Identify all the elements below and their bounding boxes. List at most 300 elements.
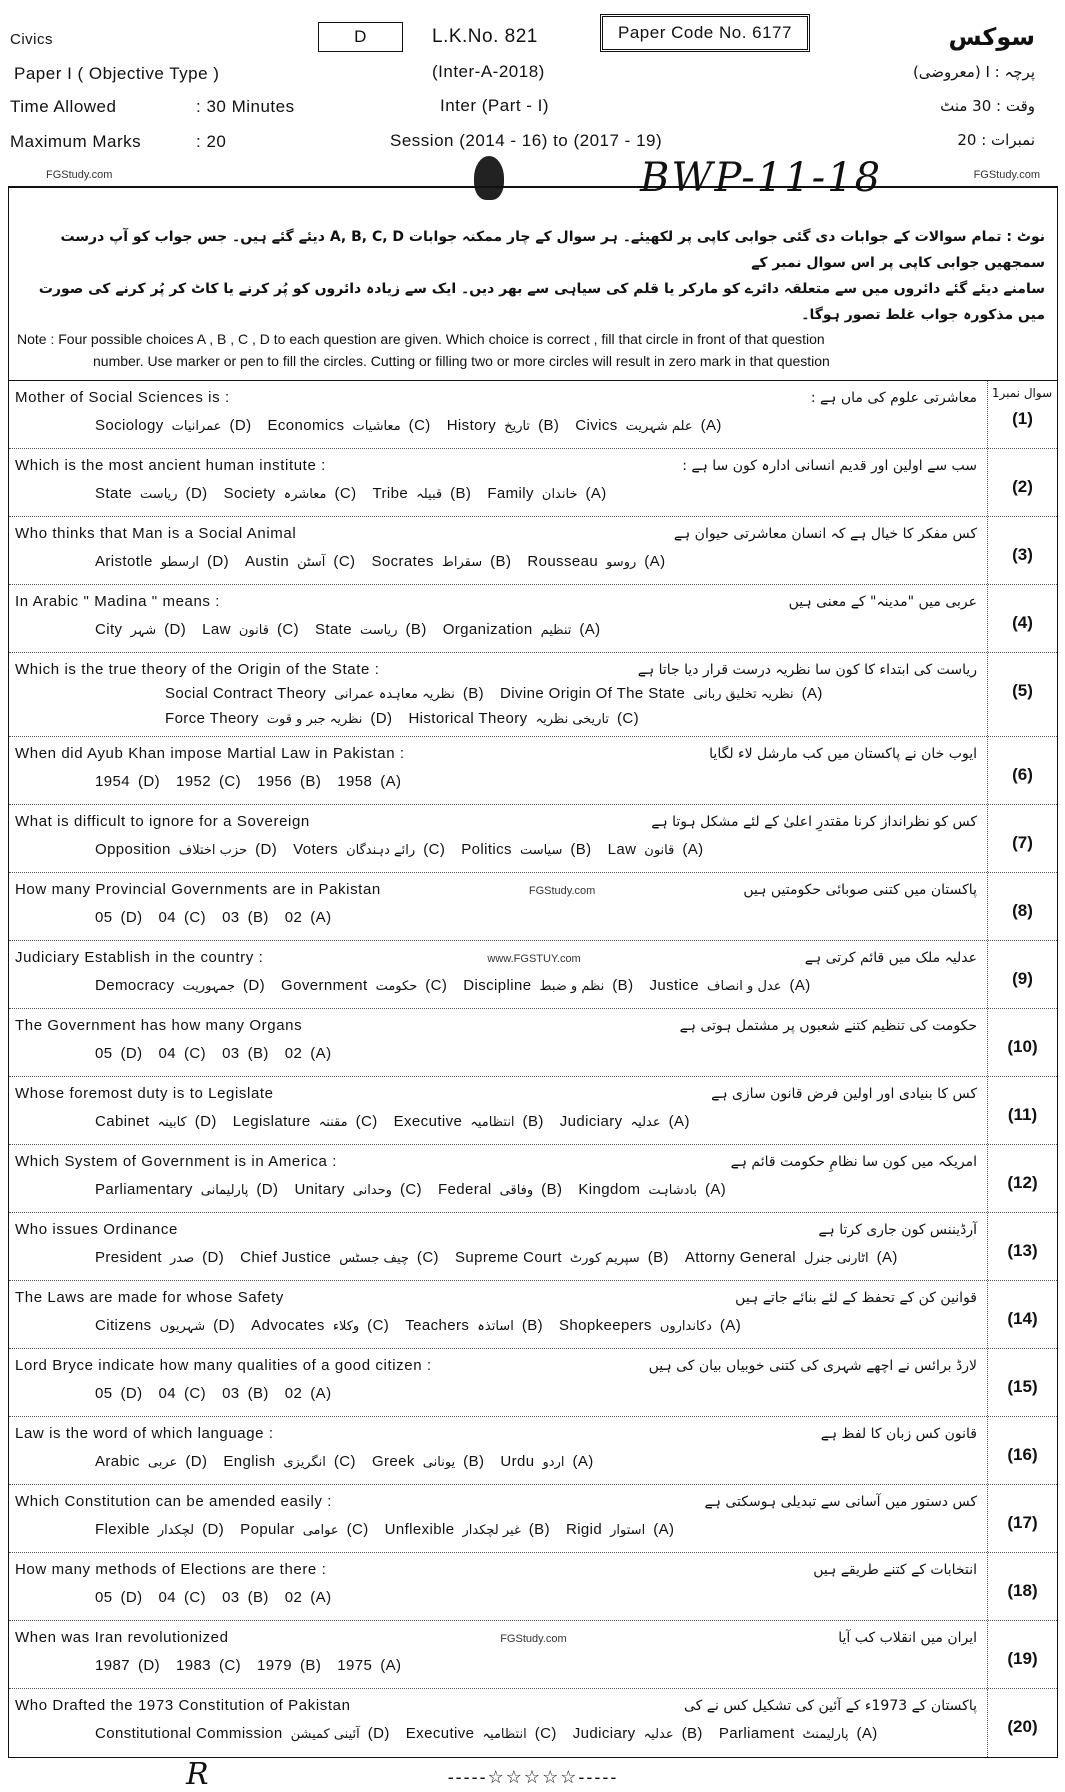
options-line (15, 1316, 977, 1337)
option-letter: (A) (310, 909, 332, 926)
option-letter: (A) (644, 553, 666, 570)
option-text-ur: استوار (610, 1523, 646, 1538)
option-letter: (B) (490, 553, 512, 570)
option-letter: (A) (876, 1249, 898, 1266)
option-text-ur: نظریہ تخلیق ربانی (693, 687, 794, 702)
question-line (15, 1492, 977, 1512)
answer-option[interactable] (372, 1452, 484, 1473)
option-text-ur: وحدانی (352, 1183, 392, 1198)
answer-option[interactable] (159, 1384, 207, 1404)
answer-option[interactable] (408, 709, 639, 730)
option-text-ur: نظریہ معاہدہ عمرانی (334, 687, 455, 702)
answer-option[interactable] (95, 1044, 143, 1064)
question-body (9, 449, 987, 516)
question-body (9, 1417, 987, 1484)
option-text-ur: معاشرہ (283, 487, 327, 502)
options-line (15, 1724, 977, 1745)
option-text-en: Organization (442, 621, 533, 638)
option-text-en: 05 (95, 909, 113, 926)
question-row (9, 873, 1057, 941)
option-letter: (A) (579, 621, 601, 638)
option-text-en: Divine Origin Of The State (500, 685, 686, 702)
option-text-en: Cabinet (95, 1113, 150, 1130)
option-text-en: Politics (461, 841, 512, 858)
option-text-ur: انگریزی (283, 1455, 326, 1470)
question-text-ur: ریاست کی ابتداء کا کون سا نظریہ درست قرار دیا جاتا ہے (637, 662, 977, 678)
answer-option[interactable] (176, 1656, 241, 1676)
answer-option[interactable] (233, 1112, 378, 1133)
question-row (9, 1417, 1057, 1485)
watermark: www.FGSTUY.com (487, 953, 581, 965)
question-body (9, 941, 987, 1008)
answer-option[interactable] (337, 772, 401, 792)
option-text-ur: تنظیم (540, 623, 572, 638)
answer-option[interactable] (500, 1452, 593, 1473)
question-text-en: The Laws are made for whose Safety (15, 1289, 284, 1306)
question-row (9, 1553, 1057, 1621)
answer-option[interactable] (560, 1112, 690, 1133)
option-text-en: Austin (245, 553, 290, 570)
option-text-ur: غیر لچکدار (462, 1523, 521, 1538)
marks-value: : 20 (196, 132, 227, 151)
option-text-ur: بادشاہت (648, 1183, 697, 1198)
answer-option[interactable] (95, 1180, 278, 1201)
question-line (15, 1628, 977, 1648)
question-body (9, 1009, 987, 1076)
answer-option[interactable] (95, 1248, 224, 1269)
option-text-en: City (95, 621, 123, 638)
options-line (15, 620, 977, 641)
option-letter: (A) (682, 841, 704, 858)
answer-option[interactable] (500, 684, 823, 705)
answer-option[interactable] (240, 1248, 439, 1269)
options-line (15, 1588, 977, 1608)
option-letter: (C) (219, 1657, 242, 1674)
time-ur: وقت : 30 منٹ (940, 97, 1035, 115)
option-text-en: Executive (405, 1725, 475, 1742)
option-text-en: 03 (222, 1045, 240, 1062)
option-text-en: Attorny General (684, 1249, 796, 1266)
question-number: (7) (987, 805, 1057, 872)
option-letter: (D) (229, 417, 252, 434)
answer-option[interactable] (373, 484, 472, 505)
question-text-en: Law is the word of which language : (15, 1425, 274, 1442)
option-letter: (B) (405, 621, 427, 638)
question-row (9, 941, 1057, 1009)
answer-option[interactable] (281, 976, 447, 997)
option-text-ur: عربی (147, 1455, 178, 1470)
option-letter: (A) (310, 1385, 332, 1402)
option-letter: (D) (164, 621, 187, 638)
answer-option[interactable] (95, 416, 251, 437)
question-line (15, 744, 977, 764)
option-text-ur: وکلاء (332, 1319, 360, 1334)
option-text-en: 03 (222, 1589, 240, 1606)
option-text-en: Force Theory (165, 710, 259, 727)
option-text-en: Sociology (95, 417, 164, 434)
answer-option[interactable] (95, 1588, 143, 1608)
exam-part: Inter (Part - I) (440, 96, 550, 115)
option-text-ur: عمرانیات (171, 419, 222, 434)
answer-option[interactable] (371, 552, 511, 573)
question-text-en: How many Provincial Governments are in Pakistan (15, 881, 381, 898)
note-urdu-line-2: سامنے دیئے گئے دائروں میں سے متعلقہ دائرے کو مارکر یا قلم کی سیاہی سے بھر دیں۔ ایک سے زیادہ دائروں کو پُر کرنے یا کاٹ کر پُر کرنے کی صورت میں مذکورہ جواب غلط تصور ہوگا۔ (38, 281, 1045, 323)
answer-option[interactable] (285, 1384, 332, 1404)
question-line (15, 524, 977, 544)
answer-option[interactable] (223, 1452, 356, 1473)
answer-option[interactable] (165, 709, 392, 730)
option-text-en: Social Contract Theory (165, 685, 327, 702)
option-text-ur: دکانداروں (659, 1319, 712, 1334)
question-text-en: Who issues Ordinance (15, 1221, 178, 1238)
option-letter: (B) (247, 909, 269, 926)
options-line (15, 1656, 977, 1676)
question-body (9, 1485, 987, 1552)
answer-option[interactable] (222, 908, 269, 928)
option-text-en: Federal (437, 1181, 492, 1198)
option-text-ur: پارلیمانی (200, 1183, 249, 1198)
answer-option[interactable] (447, 416, 560, 437)
option-text-en: 02 (284, 1385, 303, 1402)
answer-option[interactable] (438, 1180, 562, 1201)
option-text-en: 02 (284, 909, 303, 926)
option-text-en: Executive (393, 1113, 463, 1130)
option-letter: (C) (276, 621, 299, 638)
question-line (15, 812, 977, 832)
answer-option[interactable] (95, 1724, 390, 1745)
handwritten-code: BWP-11-18 (640, 155, 883, 201)
answer-option[interactable] (245, 552, 355, 573)
question-row (9, 1689, 1057, 1757)
question-body (9, 1349, 987, 1416)
question-row (9, 1213, 1057, 1281)
answer-option[interactable] (222, 1588, 269, 1608)
option-letter: (C) (346, 1521, 369, 1538)
question-text-en: Who thinks that Man is a Social Animal (15, 525, 297, 542)
answer-option[interactable] (719, 1724, 878, 1745)
option-text-en: 1983 (176, 1657, 211, 1674)
option-text-ur: عوامی (302, 1523, 339, 1538)
options-line (15, 552, 977, 573)
answer-option[interactable] (463, 976, 633, 997)
option-text-ur: حزب اختلاف (178, 843, 248, 858)
answer-option[interactable] (293, 840, 445, 861)
paper-ur: پرچہ : I (معروضی) (912, 63, 1035, 81)
option-text-en: Urdu (500, 1453, 535, 1470)
answer-option[interactable] (95, 552, 229, 573)
option-letter: (A) (585, 485, 607, 502)
question-text-ur: حکومت کی تنظیم کتنے شعبوں پر مشتمل ہوتی ہے (679, 1018, 977, 1034)
question-line (15, 948, 977, 968)
answer-option[interactable] (95, 1384, 143, 1404)
question-text-ur: پاکستان میں کتنی صوبائی حکومتیں ہیں (743, 882, 977, 898)
answer-option[interactable] (95, 1452, 207, 1473)
instructions-note (8, 186, 1058, 380)
option-text-en: Aristotle (95, 553, 153, 570)
answer-option[interactable] (337, 1656, 401, 1676)
question-line (15, 1152, 977, 1172)
footer (8, 1758, 1058, 1792)
option-text-en: State (314, 621, 352, 638)
option-letter: (A) (572, 1453, 594, 1470)
answer-option[interactable] (566, 1520, 674, 1541)
question-number: (5) (987, 653, 1057, 736)
option-text-ur: آسٹن (297, 555, 326, 570)
option-text-en: Civics (575, 417, 618, 434)
answer-option[interactable] (285, 908, 332, 928)
question-body (9, 585, 987, 652)
option-letter: (B) (247, 1385, 269, 1402)
option-text-en: Law (607, 841, 637, 858)
answer-option[interactable] (95, 772, 160, 792)
answer-option[interactable] (285, 1588, 332, 1608)
question-number: (8) (987, 873, 1057, 940)
option-text-ur: ریاست (140, 487, 178, 502)
answer-option[interactable] (257, 1656, 321, 1676)
option-text-en: Judiciary (572, 1725, 636, 1742)
group-code: D (318, 22, 403, 52)
answer-option[interactable] (455, 1248, 669, 1269)
question-line (15, 1084, 977, 1104)
question-number: (20) (987, 1689, 1057, 1757)
answer-option[interactable] (240, 1520, 368, 1541)
question-text-ur: عدلیہ ملک میں قائم کرتی ہے (804, 950, 977, 966)
option-letter: (C) (425, 977, 448, 994)
answer-option[interactable] (95, 1316, 235, 1337)
question-line (15, 1288, 977, 1308)
option-letter: (B) (463, 1453, 485, 1470)
option-letter: (A) (653, 1521, 675, 1538)
question-row (9, 449, 1057, 517)
option-text-en: 02 (284, 1589, 303, 1606)
exam-name: (Inter-A-2018) (432, 62, 545, 81)
question-text-ur: آرڈیننس کون جاری کرتا ہے (818, 1222, 977, 1238)
answer-option[interactable] (285, 1044, 332, 1064)
answer-option[interactable] (405, 1316, 543, 1337)
option-text-en: Unitary (294, 1181, 345, 1198)
answer-option[interactable] (224, 484, 357, 505)
option-text-en: English (223, 1453, 276, 1470)
question-body (9, 1213, 987, 1280)
question-line (15, 592, 977, 612)
option-letter: (D) (185, 1453, 208, 1470)
answer-option[interactable] (443, 620, 601, 641)
answer-option[interactable] (385, 1520, 550, 1541)
option-letter: (D) (367, 1725, 390, 1742)
option-text-en: 1956 (257, 773, 293, 790)
answer-option[interactable] (575, 416, 722, 437)
option-text-en: History (446, 417, 497, 434)
option-letter: (B) (541, 1181, 563, 1198)
answer-option[interactable] (176, 772, 241, 792)
options-line (15, 1248, 977, 1269)
answer-option[interactable] (159, 1044, 207, 1064)
option-letter: (C) (333, 553, 356, 570)
answer-option[interactable] (559, 1316, 741, 1337)
answer-option[interactable] (406, 1724, 557, 1745)
option-letter: (C) (534, 1725, 557, 1742)
option-letter: (D) (370, 710, 393, 727)
option-letter: (A) (705, 1181, 727, 1198)
question-number: (3) (987, 517, 1057, 584)
option-letter: (C) (184, 1045, 207, 1062)
answer-option[interactable] (487, 484, 606, 505)
option-text-ur: نظم و ضبط (539, 979, 605, 994)
option-text-en: 1952 (176, 773, 211, 790)
option-text-ur: انتظامیہ (470, 1115, 515, 1130)
option-letter: (D) (202, 1521, 225, 1538)
answer-option[interactable] (95, 484, 208, 505)
answer-option[interactable] (649, 976, 810, 997)
question-text-en: The Government has how many Organs (15, 1017, 303, 1034)
option-text-en: Legislature (232, 1113, 311, 1130)
answer-option[interactable] (222, 1384, 269, 1404)
answer-option[interactable] (315, 620, 427, 641)
answer-option[interactable] (394, 1112, 544, 1133)
option-text-en: Advocates (251, 1317, 325, 1334)
option-letter: (B) (450, 485, 472, 502)
answer-option[interactable] (95, 1520, 224, 1541)
option-letter: (B) (538, 417, 560, 434)
question-text-en: Which System of Government is in America : (15, 1153, 337, 1170)
option-letter: (D) (137, 773, 161, 790)
answer-option[interactable] (95, 908, 143, 928)
answer-option[interactable] (461, 840, 591, 861)
paper-type: Paper I ( Objective Type ) (14, 64, 220, 83)
option-letter: (D) (255, 841, 278, 858)
questions-table (8, 380, 1058, 1758)
answer-option[interactable] (294, 1180, 422, 1201)
answer-option[interactable] (578, 1180, 726, 1201)
question-body (9, 873, 987, 940)
option-text-en: 02 (284, 1045, 303, 1062)
question-text-en: When was Iran revolutionized (15, 1629, 229, 1646)
option-text-ur: نظریہ جبر و قوت (266, 712, 363, 727)
option-text-ur: قانون (644, 843, 675, 858)
question-line (15, 1696, 977, 1716)
answer-option[interactable] (202, 620, 299, 641)
option-text-ur: مقننہ (318, 1115, 348, 1130)
option-text-ur: کابینہ (157, 1115, 187, 1130)
option-text-ur: معاشیات (352, 419, 401, 434)
question-text-ur: قانون کس زبان کا لفظ ہے (820, 1426, 977, 1442)
option-letter: (D) (120, 1045, 143, 1062)
question-text-ur: عربی میں "مدینہ" کے معنی ہیں (788, 594, 977, 610)
answer-option[interactable] (95, 1112, 217, 1133)
option-letter: (B) (247, 1045, 269, 1062)
answer-option[interactable] (222, 1044, 269, 1064)
option-text-en: Parliamentary (95, 1181, 193, 1198)
question-text-en: In Arabic " Madina " means : (15, 593, 221, 610)
option-letter: (C) (184, 1385, 207, 1402)
option-letter: (C) (416, 1249, 439, 1266)
answer-option[interactable] (685, 1248, 898, 1269)
answer-option[interactable] (257, 772, 321, 792)
option-text-ur: رائے دہندگان (346, 843, 416, 858)
question-line (15, 880, 977, 900)
question-body (9, 517, 987, 584)
answer-option[interactable] (95, 840, 277, 861)
question-body (9, 1689, 987, 1757)
option-text-en: Unflexible (384, 1521, 455, 1538)
answer-option[interactable] (267, 416, 430, 437)
option-text-ur: وفاقی (499, 1183, 534, 1198)
question-body (9, 381, 987, 448)
question-number: (1) (987, 381, 1057, 448)
option-text-en: Law (202, 621, 231, 638)
question-row (9, 1077, 1057, 1145)
answer-option[interactable] (95, 1656, 160, 1676)
question-body (9, 805, 987, 872)
question-body (9, 737, 987, 804)
watermark: FGStudy.com (973, 169, 1040, 181)
question-text-ur: کس مفکر کا خیال ہے کہ انسان معاشرتی حیوان ہے (673, 526, 977, 542)
options-line (15, 840, 977, 861)
question-row (9, 1349, 1057, 1417)
option-letter: (A) (310, 1589, 332, 1606)
option-letter: (A) (801, 685, 823, 702)
option-text-en: Chief Justice (240, 1249, 332, 1266)
answer-option[interactable] (608, 840, 704, 861)
option-letter: (D) (194, 1113, 217, 1130)
question-row (9, 1281, 1057, 1349)
option-text-ur: پارلیمنٹ (802, 1727, 849, 1742)
option-text-ur: اساتذہ (477, 1319, 514, 1334)
option-text-ur: لچکدار (157, 1523, 195, 1538)
option-letter: (C) (219, 773, 242, 790)
question-number: (15) (987, 1349, 1057, 1416)
option-text-en: 04 (158, 1045, 177, 1062)
option-letter: (A) (719, 1317, 742, 1334)
question-line (15, 1016, 977, 1036)
option-text-en: Discipline (463, 977, 532, 994)
question-text-en: Mother of Social Sciences is : (15, 389, 230, 406)
time-value: : 30 Minutes (196, 97, 295, 116)
answer-option[interactable] (573, 1724, 703, 1745)
answer-option[interactable] (159, 1588, 207, 1608)
question-text-ur: ایوب خان نے پاکستان میں کب مارشل لاء لگایا (709, 746, 977, 762)
option-letter: (B) (570, 841, 592, 858)
answer-option[interactable] (159, 908, 207, 928)
option-letter: (A) (856, 1725, 878, 1742)
question-number: (12) (987, 1145, 1057, 1212)
option-text-ur: عدلیہ (643, 1727, 674, 1742)
answer-option[interactable] (251, 1316, 389, 1337)
question-row (9, 1009, 1057, 1077)
answer-option[interactable] (95, 620, 186, 641)
option-text-en: Arabic (95, 1453, 140, 1470)
option-text-en: Greek (371, 1453, 415, 1470)
question-line (15, 1424, 977, 1444)
answer-option[interactable] (95, 976, 265, 997)
options-line (15, 1384, 977, 1404)
option-letter: (D) (120, 909, 143, 926)
watermark: FGStudy.com (46, 169, 113, 181)
question-row (9, 1145, 1057, 1213)
option-text-ur: صدر (169, 1251, 195, 1266)
column-header: سوال نمبر1 (991, 386, 1053, 400)
option-text-en: 1987 (95, 1657, 130, 1674)
answer-option[interactable] (527, 552, 665, 573)
question-text-en: Which Constitution can be amended easily : (15, 1493, 333, 1510)
question-number: (4) (987, 585, 1057, 652)
options-line (15, 1044, 977, 1064)
options-line (15, 1112, 977, 1133)
question-number: (9) (987, 941, 1057, 1008)
option-letter: (C) (333, 1453, 356, 1470)
option-text-en: Flexible (95, 1521, 150, 1538)
answer-option[interactable] (165, 684, 484, 705)
